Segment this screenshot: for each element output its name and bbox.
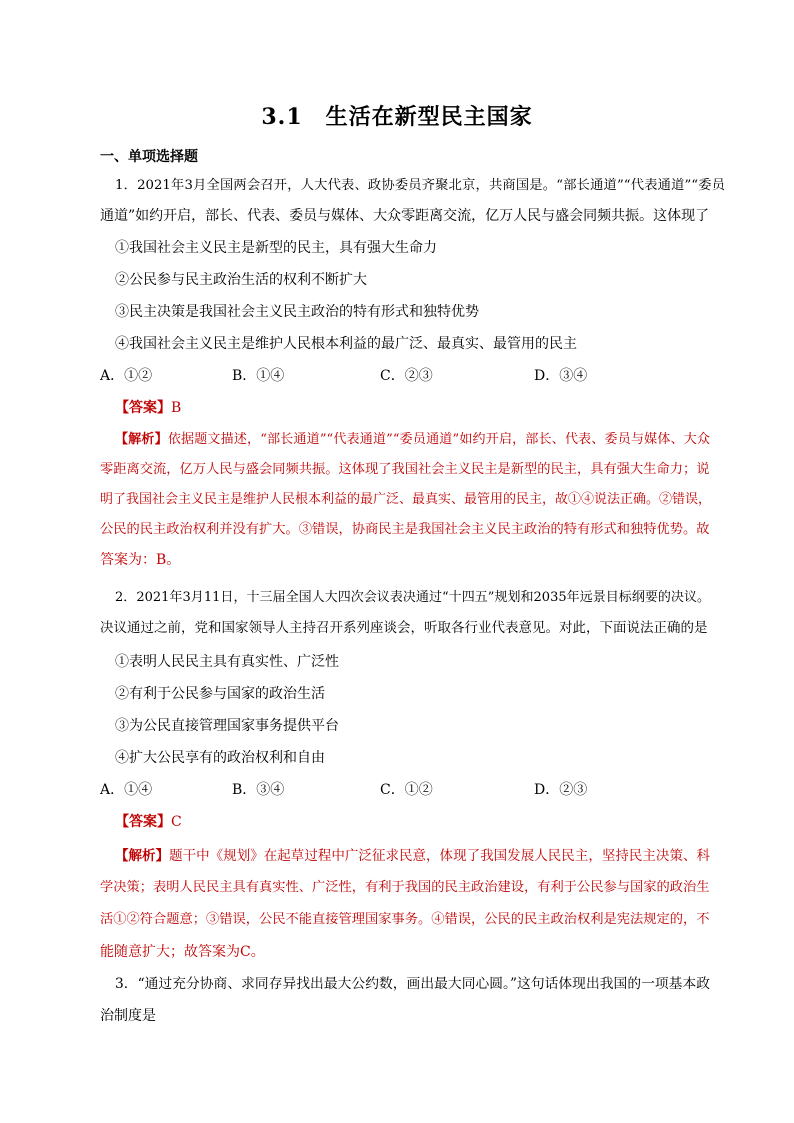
- q2-options: [100, 780, 710, 800]
- q1-item-2: ②公民参与民主政治生活的权利不断扩大: [115, 272, 367, 288]
- q2-option-b[interactable]: B．③④: [232, 782, 285, 798]
- q3-stem-line-2: 治制度是: [100, 1008, 156, 1024]
- section-heading: 一、单项选择题: [100, 149, 198, 165]
- q2-analysis-line-3: 活①②符合题意；③错误，公民不能直接管理国家事务。④错误，公民的民主政治权利是宪法规定的，不: [100, 912, 710, 927]
- q1-option-d[interactable]: D．③④: [534, 368, 588, 384]
- q2-analysis-tag: 【解析】: [115, 848, 170, 864]
- q1-analysis-line-4: 公民的民主政治权利并没有扩大。③错误，协商民主是我国社会主义民主政治的特有形式和独特优势。故: [100, 522, 710, 537]
- q2-analysis-text-1: 题干中《规划》在起草过程中广泛征求民意，体现了我国发展人民民主，坚持民主决策、科: [169, 848, 710, 864]
- q2-item-1: ①表明人民民主具有真实性、广泛性: [115, 654, 339, 670]
- q1-options: [100, 366, 710, 386]
- q1-analysis-tag: 【解析】: [115, 432, 168, 447]
- q2-answer: [115, 812, 725, 832]
- q3-stem-line-1: 3．“通过充分协商、求同存异找出最大公约数，画出最大同心圆。”这句话体现出我国的一项基本政: [115, 976, 710, 992]
- q2-option-c[interactable]: C．①②: [380, 782, 433, 798]
- q1-item-3: ③民主决策是我国社会主义民主政治的特有形式和独特优势: [115, 304, 479, 320]
- q1-analysis-line-3: 明了我国社会主义民主是维护人民根本利益的最广泛、最真实、最管用的民主，故①④说法正确。②错误，: [100, 492, 712, 507]
- q1-answer-tag: 【答案】: [115, 400, 171, 416]
- q1-option-b[interactable]: B．①④: [232, 368, 285, 384]
- q2-option-a[interactable]: A．①④: [100, 782, 153, 798]
- q1-analysis-line-1: [115, 430, 710, 450]
- q1-item-1: ①我国社会主义民主是新型的民主，具有强大生命力: [115, 240, 437, 256]
- q1-stem-line-1: 1．2021年3月全国两会召开，人大代表、政协委员齐聚北京，共商国是。“部长通道”“代表通道”“委员: [115, 178, 725, 193]
- q2-item-4: ④扩大公民享有的政治权利和自由: [115, 750, 325, 766]
- q2-stem-line-1: 2．2021年3月11日，十三届全国人大四次会议表决通过“十四五”规划和2035年远景目标纲要的决议。: [115, 590, 710, 605]
- q2-answer-value: C: [171, 814, 182, 830]
- q1-option-c[interactable]: C．②③: [380, 368, 433, 384]
- q2-analysis-line-2: 学决策；表明人民民主具有真实性、广泛性，有利于我国的民主政治建设，有利于公民参与国家的政治生: [100, 880, 710, 895]
- q1-answer: [115, 398, 725, 418]
- q2-option-d[interactable]: D．②③: [534, 782, 588, 798]
- q2-stem-line-2: 决议通过之前，党和国家领导人主持召开系列座谈会，听取各行业代表意见。对此，下面说法正确的是: [100, 620, 708, 636]
- q1-analysis-line-2: 零距离交流，亿万人民与盛会同频共振。这体现了我国社会主义民主是新型的民主，具有强大生命力；说: [100, 462, 710, 477]
- q2-item-2: ②有利于公民参与国家的政治生活: [115, 686, 325, 702]
- q2-analysis-line-4: 能随意扩大；故答案为C。: [100, 944, 265, 960]
- q1-option-a[interactable]: A．①②: [100, 368, 153, 384]
- q2-item-3: ③为公民直接管理国家事务提供平台: [115, 718, 339, 734]
- q1-answer-value: B: [171, 400, 182, 416]
- q1-stem-line-2: 通道”如约开启，部长、代表、委员与媒体、大众零距离交流，亿万人民与盛会同频共振。这体现了: [100, 208, 710, 224]
- q1-item-4: ④我国社会主义民主是维护人民根本利益的最广泛、最真实、最管用的民主: [115, 336, 577, 352]
- page-title: 3.1 生活在新型民主国家: [261, 104, 533, 130]
- q2-answer-tag: 【答案】: [115, 814, 171, 830]
- q2-analysis-line-1: [115, 846, 710, 866]
- q1-analysis-line-5: 答案为：B。: [100, 552, 181, 568]
- q1-analysis-text-1: 依据题文描述，“部长通道”“代表通道”“委员通道”如约开启，部长、代表、委员与媒体、大众: [167, 432, 710, 447]
